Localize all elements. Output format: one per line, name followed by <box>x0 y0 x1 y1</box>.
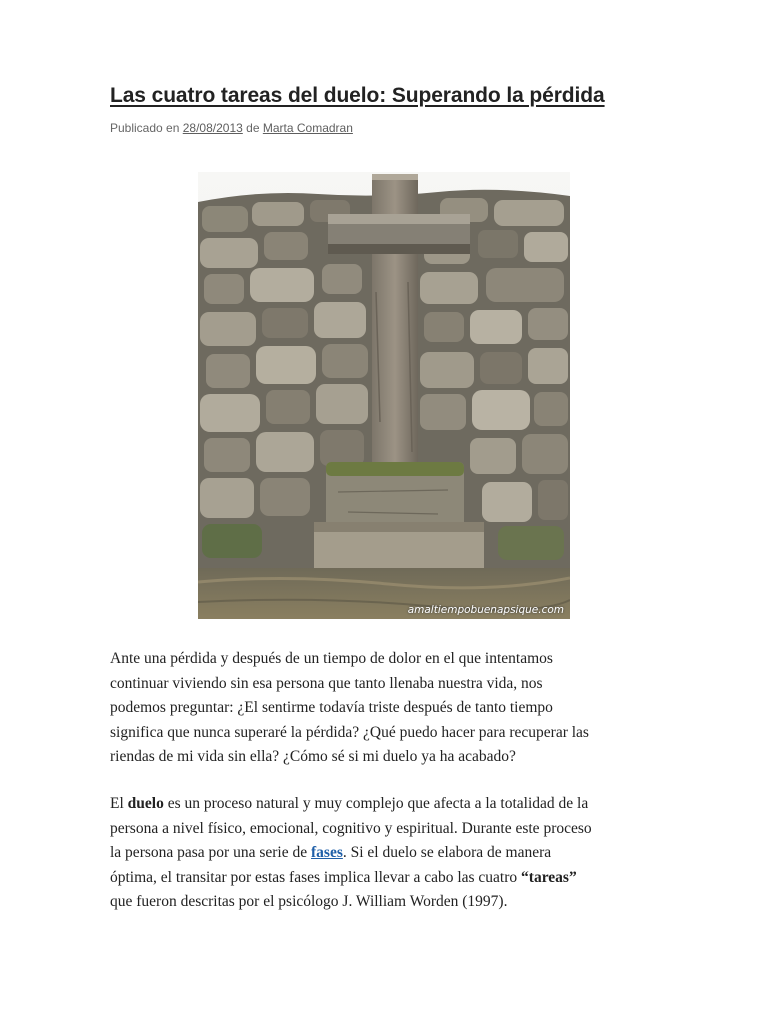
article-title[interactable]: Las cuatro tareas del duelo: Superando la pérdida <box>110 84 605 107</box>
text-line: continuar viviendo sin esa persona que tanto llenaba nuestra vida, nos <box>110 674 543 692</box>
author-link[interactable]: Marta Comadran <box>262 121 353 135</box>
text-run: . Si el duelo se elabora de manera <box>342 844 552 861</box>
bold-term-duelo: duelo <box>127 795 164 812</box>
text-run: óptima, el transitar por estas fases implica llevar a cabo las cuatro <box>110 868 522 886</box>
bold-term-tareas: “tareas” <box>521 868 577 886</box>
text-run: la persona pasa por una serie de <box>110 844 311 861</box>
text-line: persona a nivel físico, emocional, cognitivo y espiritual. Durante este proceso <box>110 819 592 837</box>
text-line: riendas de mi vida sin ella? ¿Cómo sé si mi duelo ya ha acabado? <box>110 748 516 765</box>
intro-paragraph <box>110 647 670 770</box>
stone-cross-illustration <box>198 172 570 619</box>
text-line <box>110 866 670 891</box>
image-watermark: amaltiempobuenapsique.com <box>407 604 564 616</box>
duelo-paragraph <box>110 792 670 915</box>
text-run: El <box>110 795 128 812</box>
meta-by: de <box>246 121 260 135</box>
text-line: Ante una pérdida y después de un tiempo de dolor en el que intentamos <box>110 650 553 667</box>
text-line: podemos preguntar: ¿El sentirme todavía triste después de tanto tiempo <box>110 699 553 716</box>
text-line <box>110 792 670 817</box>
post-date-link[interactable]: 28/08/2013 <box>182 121 243 135</box>
fases-link[interactable]: fases <box>311 844 343 861</box>
meta-prefix: Publicado en <box>110 121 180 135</box>
post-meta <box>110 121 353 135</box>
text-run: es un proceso natural y muy complejo que afecta a la totalidad de la <box>163 795 589 812</box>
text-line: significa que nunca superaré la pérdida? ¿Qué puedo hacer para recuperar las <box>110 723 589 741</box>
text-line <box>110 841 670 866</box>
text-line: que fueron descritas por el psicólogo J. William Worden (1997). <box>110 893 508 910</box>
stone-cross-photo <box>198 172 570 619</box>
